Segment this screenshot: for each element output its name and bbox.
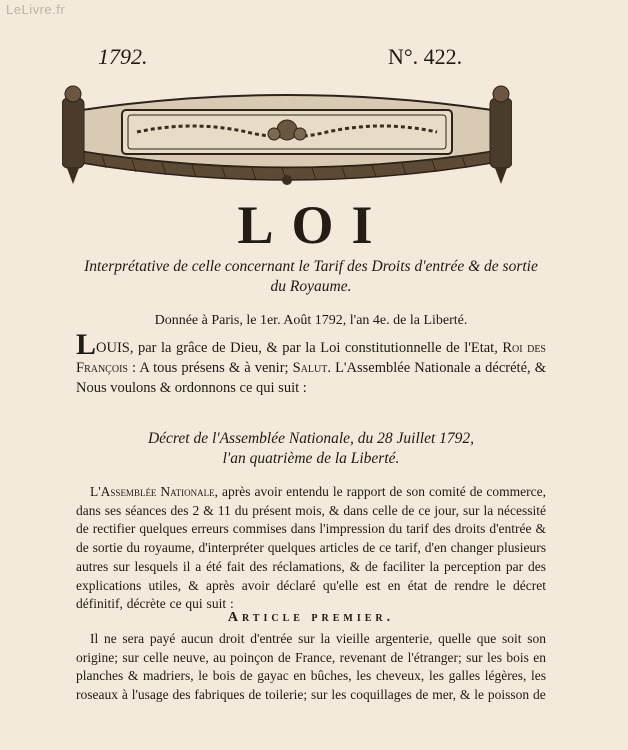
watermark: LeLivre.fr xyxy=(6,2,66,17)
drop-cap: L xyxy=(76,328,97,361)
document-number: N°. 422. xyxy=(388,44,463,69)
assembly-lead: L'Assemblée Nationale xyxy=(90,484,215,499)
document-title: LOI xyxy=(237,195,391,255)
year-label: 1792. xyxy=(98,44,148,69)
subtitle: Interprétative de celle concernant le Tarif des Droits d'entrée & de sortie du Royaume. xyxy=(84,258,538,295)
decree-body-text: , après avoir entendu le rapport de son comité de commerce, dans ses séances des 2 & 11 du présent mois, & dans celle de ce jour, sur la nécessité de rectifier quelques erreurs commises dans l'impression du tarif des droits d'entrée & de sortie du royaume, d'interpréter quelques articles de ce tarif, d'en changer plusieurs autres sur lesquels il a été fait des réclamations, & de faciliter la perception par des explications utiles, & après avoir déclaré qu'elle est en état de rendre le décret définitif, décrète ce qui suit : xyxy=(76,484,546,612)
preamble-text-3: L'Assemblée Nationale a décrété, & Nous voulons & ordonnons ce qui suit : xyxy=(76,360,547,396)
decree-body xyxy=(76,483,546,614)
decree-heading-line-2: l'an quatrième de la Liberté. xyxy=(222,450,400,467)
king-title: Roi des François xyxy=(76,340,546,376)
preamble-text-1: , par la grâce de Dieu, & par la Loi constitutionnelle de l'Etat, xyxy=(129,340,503,356)
article-title: Article premier. xyxy=(227,610,395,625)
preamble-text-2: : A tous présens & à venir; xyxy=(127,360,293,376)
salut: Salut. xyxy=(292,360,331,376)
king-name: OUIS xyxy=(96,340,130,356)
ornamental-vignette xyxy=(62,80,512,190)
article-text: Il ne sera payé aucun droit d'entrée sur la vieille argenterie, quelle que soit son origine; sur celle neuve, au poinçon de France, revenant de l'étranger; sur les bois en planches & madriers, le bois de gayac en bûches, les cheveux, les galles légères, les roseaux à l'usage des fabriques de toilerie; sur les coquillages de mer, & le poisson de xyxy=(76,631,546,703)
given-date-line: Donnée à Paris, le 1er. Août 1792, l'an 4e. de la Liberté. xyxy=(154,313,468,328)
decree-heading-line-1: Décret de l'Assemblée Nationale, du 28 Juillet 1792, xyxy=(147,430,474,447)
preamble-paragraph xyxy=(76,328,547,398)
decree-heading xyxy=(76,429,546,469)
